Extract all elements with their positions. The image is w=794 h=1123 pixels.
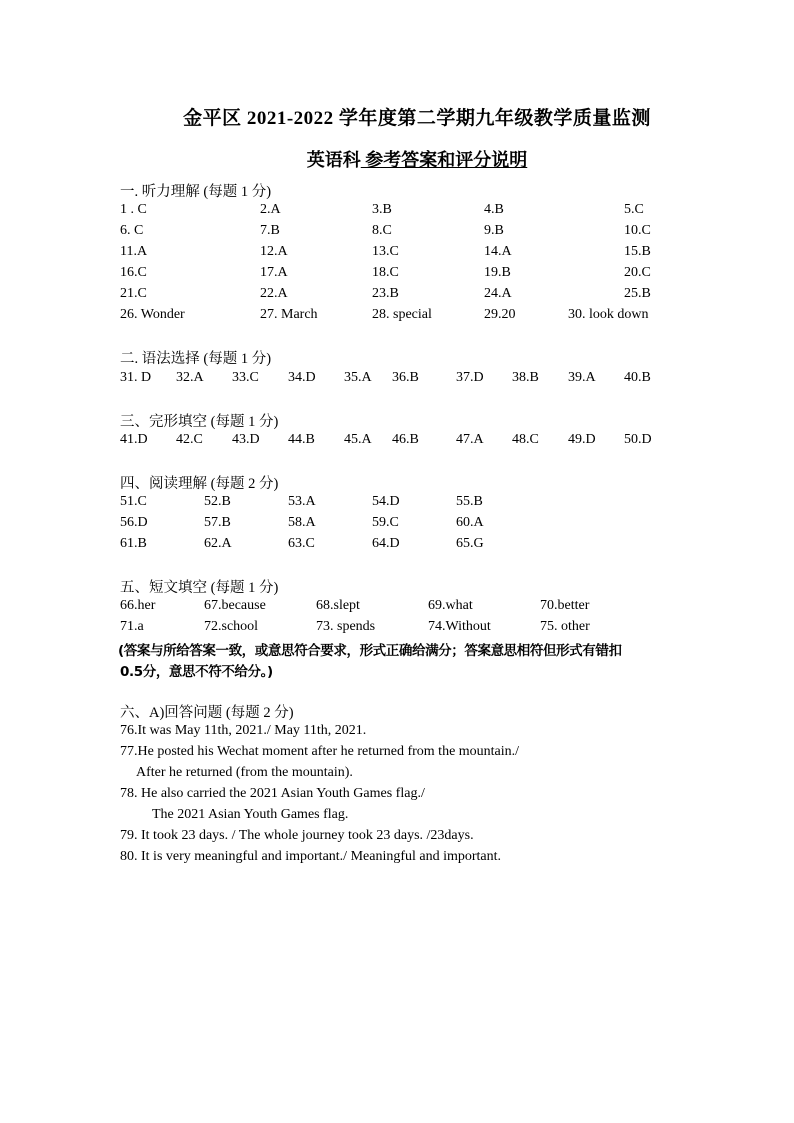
answer-cell: 48.C bbox=[512, 432, 539, 447]
answer-cell: 60.A bbox=[456, 515, 484, 530]
answer-line: 79. It took 23 days. / The whole journey took 23 days. /23days. bbox=[120, 828, 474, 843]
answer-cell: 73. spends bbox=[316, 619, 376, 634]
answer-cell: 34.D bbox=[288, 370, 316, 385]
answer-cell: 54.D bbox=[372, 494, 400, 509]
answer-cell: 24.A bbox=[484, 286, 512, 301]
answer-cell: 38.B bbox=[512, 370, 539, 385]
answer-cell: 8.C bbox=[372, 223, 392, 238]
section-5-heading: 五、短文填空 (每题 1 分) bbox=[120, 580, 279, 596]
answer-cell: 44.B bbox=[288, 432, 315, 447]
answer-cell: 53.A bbox=[288, 494, 316, 509]
answer-cell: 39.A bbox=[568, 370, 596, 385]
answer-cell: 30. look down bbox=[568, 307, 649, 322]
answer-cell: 16.C bbox=[120, 265, 147, 280]
answer-cell: 65.G bbox=[456, 536, 484, 551]
subtitle-underlined: 参考答案和评分说明 bbox=[360, 150, 528, 170]
answer-cell: 21.C bbox=[120, 286, 147, 301]
answer-cell: 50.D bbox=[624, 432, 652, 447]
answer-cell: 35.A bbox=[344, 370, 372, 385]
answer-cell: 45.A bbox=[344, 432, 372, 447]
answer-cell: 33.C bbox=[232, 370, 259, 385]
answer-cell: 32.A bbox=[176, 370, 204, 385]
answer-cell: 4.B bbox=[484, 202, 504, 217]
answer-cell: 20.C bbox=[624, 265, 651, 280]
answer-cell: 71.a bbox=[120, 619, 144, 634]
answer-cell: 37.D bbox=[456, 370, 484, 385]
answer-cell: 67.because bbox=[204, 598, 266, 613]
answer-cell: 28. special bbox=[372, 307, 432, 322]
answer-cell: 51.C bbox=[120, 494, 147, 509]
answer-line: 77.He posted his Wechat moment after he returned from the mountain./ bbox=[120, 744, 520, 759]
answer-cell: 19.B bbox=[484, 265, 511, 280]
answer-cell: 13.C bbox=[372, 244, 399, 259]
answer-cell: 42.C bbox=[176, 432, 203, 447]
scoring-note-line-1: (答案与所给答案一致，或意思符合要求，形式正确给满分；答案意思相符但形式有错扣 bbox=[118, 643, 622, 659]
answer-cell: 36.B bbox=[392, 370, 419, 385]
answer-cell: 61.B bbox=[120, 536, 147, 551]
answer-cell: 63.C bbox=[288, 536, 315, 551]
answer-cell: 52.B bbox=[204, 494, 231, 509]
answer-cell: 10.C bbox=[624, 223, 651, 238]
answer-cell: 75. other bbox=[540, 619, 590, 634]
answer-cell: 46.B bbox=[392, 432, 419, 447]
scoring-note-line-2: 0.5分，意思不符不给分。) bbox=[120, 664, 273, 680]
answer-cell: 72.school bbox=[204, 619, 259, 634]
answer-cell: 56.D bbox=[120, 515, 148, 530]
answer-cell: 57.B bbox=[204, 515, 231, 530]
answer-cell: 70.better bbox=[540, 598, 590, 613]
section-3-heading: 三、完形填空 (每题 1 分) bbox=[120, 414, 279, 430]
answer-cell: 26. Wonder bbox=[120, 307, 185, 322]
answer-cell: 23.B bbox=[372, 286, 399, 301]
section-6-heading: 六、A)回答问题 (每题 2 分) bbox=[120, 705, 294, 721]
answer-cell: 14.A bbox=[484, 244, 512, 259]
answer-cell: 47.A bbox=[456, 432, 484, 447]
answer-cell: 74.Without bbox=[428, 619, 491, 634]
section-4-heading: 四、阅读理解 (每题 2 分) bbox=[120, 476, 279, 492]
answer-cell: 3.B bbox=[372, 202, 392, 217]
answer-line: 76.It was May 11th, 2021./ May 11th, 2021. bbox=[120, 723, 367, 738]
answer-cell: 29.20 bbox=[484, 307, 516, 322]
answer-cell: 17.A bbox=[260, 265, 288, 280]
answer-cell: 68.slept bbox=[316, 598, 360, 613]
answer-cell: 15.B bbox=[624, 244, 651, 259]
answer-line: The 2021 Asian Youth Games flag. bbox=[152, 807, 349, 822]
answer-cell: 22.A bbox=[260, 286, 288, 301]
answer-cell: 11.A bbox=[120, 244, 148, 259]
answer-line: 78. He also carried the 2021 Asian Youth Games flag./ bbox=[120, 786, 425, 801]
answer-cell: 25.B bbox=[624, 286, 651, 301]
answer-cell: 55.B bbox=[456, 494, 483, 509]
answer-cell: 7.B bbox=[260, 223, 280, 238]
answer-cell: 6. C bbox=[120, 223, 144, 238]
answer-cell: 9.B bbox=[484, 223, 504, 238]
answer-cell: 40.B bbox=[624, 370, 651, 385]
answer-cell: 49.D bbox=[568, 432, 596, 447]
subject-label: 英语科 bbox=[306, 150, 361, 170]
answer-cell: 2.A bbox=[260, 202, 281, 217]
answer-cell: 66.her bbox=[120, 598, 156, 613]
answer-cell: 62.A bbox=[204, 536, 232, 551]
answer-cell: 12.A bbox=[260, 244, 288, 259]
answer-line: 80. It is very meaningful and important./ Meaningful and important. bbox=[120, 849, 502, 864]
answer-cell: 43.D bbox=[232, 432, 260, 447]
answer-cell: 1 . C bbox=[120, 202, 147, 217]
answer-cell: 59.C bbox=[372, 515, 399, 530]
section-1-heading: 一. 听力理解 (每题 1 分) bbox=[120, 184, 272, 200]
answer-cell: 5.C bbox=[624, 202, 644, 217]
answer-cell: 69.what bbox=[428, 598, 473, 613]
answer-cell: 31. D bbox=[120, 370, 152, 385]
page-title: 金平区 2021-2022 学年度第二学期九年级教学质量监测 bbox=[183, 108, 651, 129]
answer-cell: 41.D bbox=[120, 432, 148, 447]
answer-cell: 18.C bbox=[372, 265, 399, 280]
answer-cell: 58.A bbox=[288, 515, 316, 530]
answer-cell: 27. March bbox=[260, 307, 318, 322]
answer-line: After he returned (from the mountain). bbox=[136, 765, 353, 780]
section-2-heading: 二. 语法选择 (每题 1 分) bbox=[120, 351, 272, 367]
page-subtitle bbox=[0, 146, 794, 172]
answer-cell: 64.D bbox=[372, 536, 400, 551]
